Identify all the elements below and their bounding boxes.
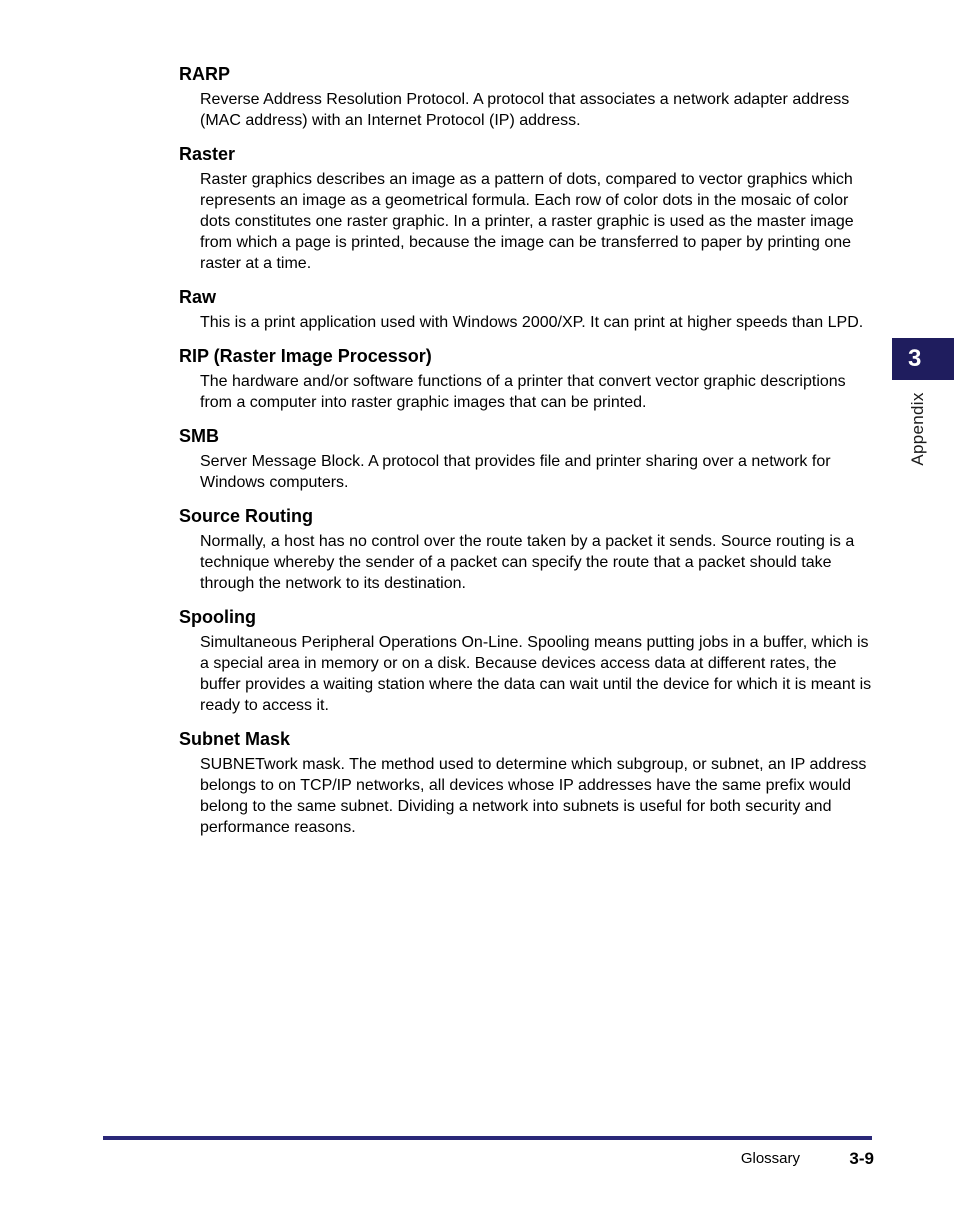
- glossary-entry-raster: [179, 143, 874, 274]
- glossary-definition: Server Message Block. A protocol that provides file and printer sharing over a network for Windows computers.: [200, 453, 831, 491]
- glossary-term: RIP (Raster Image Processor): [179, 346, 432, 366]
- chapter-number-tab: 3: [892, 338, 954, 380]
- chapter-label: Appendix: [908, 392, 927, 466]
- glossary-definition: Reverse Address Resolution Protocol. A protocol that associates a network adapter address (MAC address) with an Internet Protocol (IP) address.: [200, 91, 850, 129]
- glossary-entry-subnet-mask: [179, 728, 874, 838]
- glossary-term: Raw: [179, 287, 217, 307]
- glossary-term: Subnet Mask: [179, 729, 291, 749]
- glossary-entry-source-routing: [179, 505, 874, 594]
- glossary-term: SMB: [179, 426, 219, 446]
- glossary-entry-raw: [179, 286, 874, 333]
- glossary-entry-smb: [179, 425, 874, 493]
- page-number: 3-9: [849, 1149, 874, 1168]
- glossary-term: RARP: [179, 64, 231, 84]
- glossary-term: Source Routing: [179, 506, 313, 526]
- glossary-entry-rip: [179, 345, 874, 413]
- glossary-list: [179, 63, 874, 850]
- footer-section-title: Glossary: [740, 1150, 800, 1167]
- glossary-definition: This is a print application used with Windows 2000/XP. It can print at higher speeds than LPD.: [200, 314, 864, 331]
- glossary-term: Raster: [179, 144, 236, 164]
- glossary-definition: Simultaneous Peripheral Operations On-Line. Spooling means putting jobs in a buffer, which is a special area in memory or on a disk. Because devices access data at different rates, the buffer provides a waiting station where the data can wait until the device for which it is meant is ready to access it.: [200, 634, 872, 714]
- glossary-entry-rarp: [179, 63, 874, 131]
- glossary-definition: The hardware and/or software functions of a printer that convert vector graphic descriptions from a computer into raster graphic images that can be printed.: [200, 373, 846, 411]
- glossary-term: Spooling: [179, 607, 256, 627]
- glossary-definition: SUBNETwork mask. The method used to determine which subgroup, or subnet, an IP address belongs to on TCP/IP networks, all devices whose IP addresses have the same prefix would belong to the same subnet. Dividing a network into subnets is useful for both security and performance reasons.: [200, 756, 867, 836]
- glossary-entry-spooling: [179, 606, 874, 716]
- glossary-definition: Normally, a host has no control over the route taken by a packet it sends. Source routing is a technique whereby the sender of a packet can specify the route that a packet should take through the network to its destination.: [200, 533, 855, 592]
- glossary-definition: Raster graphics describes an image as a pattern of dots, compared to vector graphics which represents an image as a geometrical formula. Each row of color dots in the mosaic of color dots constitutes one raster graphic. In a printer, a raster graphic is used as the master image from which a page is printed, because the image can be transferred to paper by printing one raster at a time.: [200, 171, 854, 272]
- footer-rule: [103, 1136, 872, 1140]
